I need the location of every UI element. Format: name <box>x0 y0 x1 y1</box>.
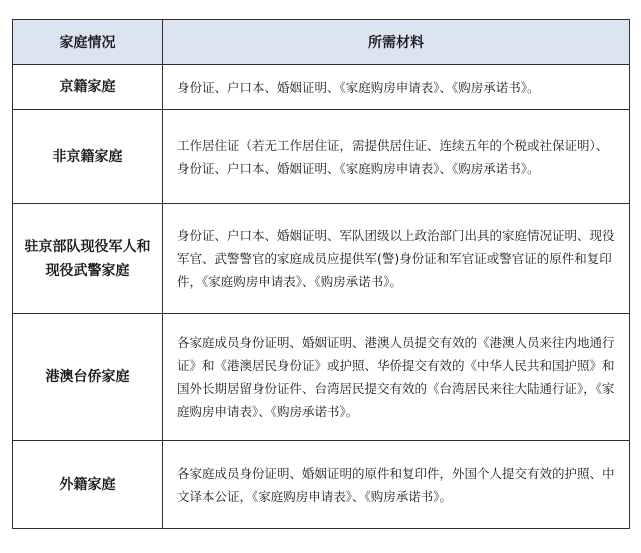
family-type-cell: 非京籍家庭 <box>13 110 163 204</box>
table-row <box>13 65 630 110</box>
table-row <box>13 204 630 314</box>
table-row <box>13 314 630 441</box>
header-required-materials: 所需材料 <box>163 20 630 65</box>
materials-cell: 工作居住证（若无工作居住证，需提供居住证、连续五年的个税或社保证明）、身份证、户口本、婚姻证明、《家庭购房申请表》、《购房承诺书》。 <box>163 110 630 204</box>
materials-cell: 各家庭成员身份证明、婚姻证明、港澳人员提交有效的《港澳人员来往内地通行证》和《港澳居民身份证》或护照、华侨提交有效的《中华人民共和国护照》和国外长期居留身份证件、台湾居民提交有效的《台湾居民来往大陆通行证》，《家庭购房申请表》、《购房承诺书》。 <box>163 314 630 441</box>
materials-cell: 身份证、户口本、婚姻证明、《家庭购房申请表》、《购房承诺书》。 <box>163 65 630 110</box>
table-row <box>13 110 630 204</box>
materials-cell: 身份证、户口本、婚姻证明、军队团级以上政治部门出具的家庭情况证明、现役军官、武警警官的家庭成员应提供军(警)身份证和军官证或警官证的原件和复印件，《家庭购房申请表》、《购房承诺书》。 <box>163 204 630 314</box>
family-type-cell: 驻京部队现役军人和现役武警家庭 <box>13 204 163 314</box>
family-type-cell: 京籍家庭 <box>13 65 163 110</box>
materials-cell: 各家庭成员身份证明、婚姻证明的原件和复印件，外国个人提交有效的护照、中文译本公证，《家庭购房申请表》、《购房承诺书》。 <box>163 441 630 529</box>
table-row <box>13 441 630 529</box>
purchase-materials-table <box>12 19 630 529</box>
family-type-cell: 外籍家庭 <box>13 441 163 529</box>
family-type-cell: 港澳台侨家庭 <box>13 314 163 441</box>
header-family-type: 家庭情况 <box>13 20 163 65</box>
table-header-row <box>13 20 630 65</box>
